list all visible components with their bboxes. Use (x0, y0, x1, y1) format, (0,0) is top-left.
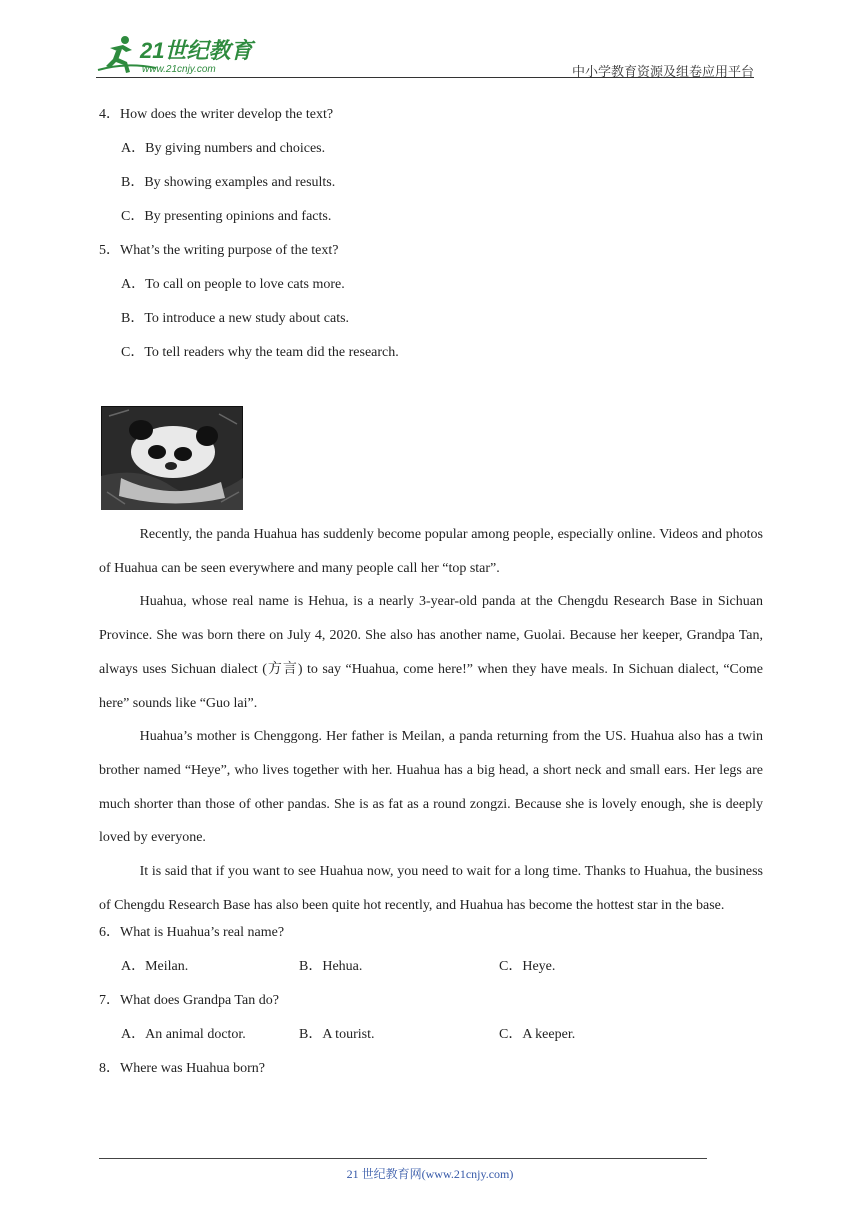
footer-divider (99, 1158, 707, 1159)
panda-photo-icon (101, 406, 243, 510)
question-stem: 7．What does Grandpa Tan do? (99, 993, 279, 1009)
option-c[interactable]: C．Heye. (499, 959, 556, 975)
question-6 (99, 922, 763, 990)
platform-name: 中小学教育资源及组卷应用平台 (571, 65, 754, 80)
passage-paragraph-1: Recently, the panda Huahua has suddenly become popular among people, especially online. Videos and photos of Huahua can be seen everywhere and many people call her “top star”. (99, 527, 763, 576)
option-b[interactable]: B．A tourist. (299, 1027, 375, 1043)
passage-paragraph-4: It is said that if you want to see Huahua now, you need to wait for a long time. Thanks to Huahua, the business of Chengdu Research Base has also been quite hot recently, and Huahua has become the hottest star in the base. (99, 864, 763, 913)
site-logo[interactable] (96, 34, 266, 76)
option-a[interactable]: A．To call on people to love cats more. (121, 277, 345, 292)
footer-link[interactable]: 21 世纪教育网(www.21cnjy.com) (346, 1167, 514, 1181)
option-a[interactable]: A．An animal doctor. (121, 1027, 246, 1043)
option-c[interactable]: C．By presenting opinions and facts. (121, 209, 332, 224)
question-stem: 4．How does the writer develop the text? (99, 107, 334, 122)
runner-logo-icon (96, 34, 266, 76)
question-stem: 6．What is Huahua’s real name? (99, 925, 285, 941)
option-a[interactable]: A．By giving numbers and choices. (121, 141, 326, 156)
options-row (99, 1024, 763, 1058)
question-stem: 5．What’s the writing purpose of the text? (99, 243, 339, 258)
header-divider (96, 77, 754, 78)
panda-image (99, 406, 763, 518)
option-c[interactable]: C．To tell readers why the team did the research. (121, 345, 399, 360)
passage-paragraph-2: Huahua, whose real name is Hehua, is a nearly 3-year-old panda at the Chengdu Research Base in Sichuan Province. She was born there on July 4, 2020. She also has another name, Guolai. Because her keeper, Grandpa Tan, always uses Sichuan dialect (方言) to say “Huahua, come here!” when they have meals. In Sichuan dialect, “Come here” sounds like “Guo lai”. (99, 594, 763, 711)
passage-paragraph-3: Huahua’s mother is Chenggong. Her father is Meilan, a panda returning from the US. Huahua also has a twin brother named “Heye”, who lives together with her. Huahua has a big head, a short neck and small ears. Her legs are much shorter than those of other pandas. She is as fat as a round zongzi. Because she is lovely enough, she is deeply loved by everyone. (99, 729, 763, 846)
logo-text: 21世纪教育 (140, 38, 253, 63)
reading-passage (99, 518, 763, 922)
question-4 (99, 104, 763, 240)
option-c[interactable]: C．A keeper. (499, 1027, 576, 1043)
question-8 (99, 1058, 763, 1092)
logo-url: www.21cnjy.com (142, 64, 216, 75)
page-content (99, 104, 763, 1092)
question-5 (99, 240, 763, 376)
option-b[interactable]: B．To introduce a new study about cats. (121, 311, 350, 326)
option-b[interactable]: B．By showing examples and results. (121, 175, 336, 190)
question-7 (99, 990, 763, 1058)
question-stem: 8．Where was Huahua born? (99, 1061, 265, 1077)
page-header (0, 0, 860, 80)
options-row (99, 956, 763, 990)
option-b[interactable]: B．Hehua. (299, 959, 363, 975)
option-a[interactable]: A．Meilan. (121, 959, 189, 975)
